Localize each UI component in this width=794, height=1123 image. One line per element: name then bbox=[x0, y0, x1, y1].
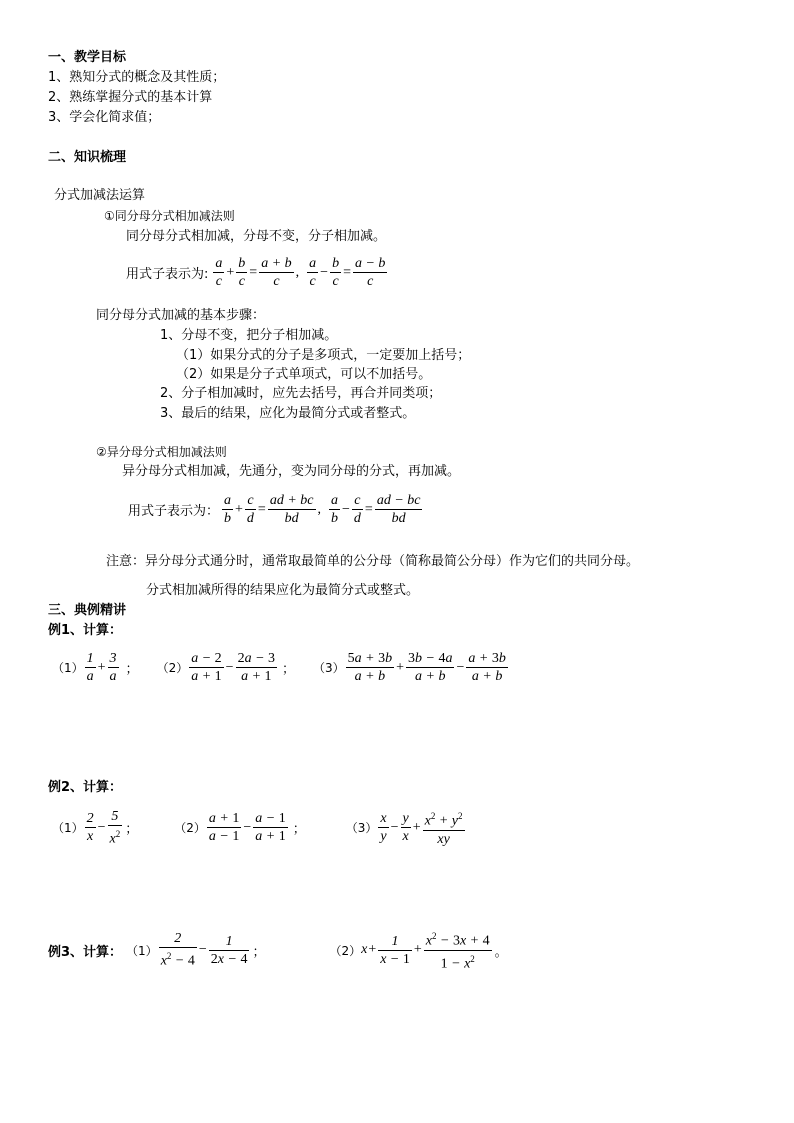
separator: ； bbox=[252, 944, 266, 960]
rule2-title: ②异分母分式相加减法则 bbox=[96, 445, 227, 459]
fraction: $\frac{x^2 - 3x + 4}{1 - x^2}$ bbox=[424, 928, 492, 972]
fraction: $\frac{c}{d}$ bbox=[353, 493, 361, 526]
fraction: $\frac{a + 3b}{a + b}$ bbox=[468, 651, 506, 684]
separator: ； bbox=[292, 822, 306, 838]
note: 注意：异分母分式通分时，通常取最简单的公分母（简称最简公分母）作为它们的共同分母。 bbox=[106, 554, 640, 569]
fraction: $\frac{5a + 3b}{a + b}$ bbox=[347, 651, 393, 684]
fraction: $\frac{a - b}{c}$ bbox=[354, 256, 386, 289]
fraction: $\frac{x}{y}$ bbox=[380, 811, 387, 845]
formula-label: 用式子表示为： bbox=[128, 504, 220, 519]
fraction: $\frac{x^2 + y^2}{xy}$ bbox=[423, 808, 465, 848]
separator: ； bbox=[125, 662, 139, 677]
topic-heading: 分式加减法运算 bbox=[54, 188, 146, 203]
formula-label: 用式子表示为: bbox=[126, 267, 209, 282]
fraction: $\frac{ad + bc}{bd}$ bbox=[269, 493, 314, 526]
fraction: $\frac{5}{x^2}$ bbox=[109, 809, 121, 847]
example-3-label: 例3、计算： bbox=[48, 944, 123, 960]
separator: ； bbox=[282, 662, 296, 677]
note-2: 分式相加减所得的结果应化为最简分式或整式。 bbox=[146, 583, 420, 598]
problem-number: （2） bbox=[156, 661, 189, 675]
step-item: 1、分母不变，把分子相加减。 bbox=[160, 328, 338, 343]
fraction: $\frac{a}{c}$ bbox=[215, 256, 223, 289]
separator: ； bbox=[125, 822, 139, 838]
fraction: $\frac{1}{x - 1}$ bbox=[380, 933, 410, 967]
rule1-title: ①同分母分式相加减法则 bbox=[104, 209, 235, 223]
fraction: $\frac{a + b}{c}$ bbox=[261, 256, 292, 289]
fraction: $\frac{b}{c}$ bbox=[332, 256, 340, 289]
objective-item: 3、学会化简求值； bbox=[48, 110, 161, 125]
step-item: （1）如果分式的分子是多项式，一定要加上括号； bbox=[176, 348, 471, 363]
problem-number: （1） bbox=[126, 943, 158, 958]
rule2-text: 异分母分式相加减，先通分，变为同分母的分式，再加减。 bbox=[122, 464, 461, 479]
period: 。 bbox=[494, 944, 508, 960]
steps-title: 同分母分式加减的基本步骤： bbox=[96, 308, 266, 323]
section-1-title: 一、教学目标 bbox=[48, 50, 127, 65]
step-item: （2）如果是分子式单项式，可以不加括号。 bbox=[176, 367, 432, 382]
example-2-label: 例2、计算： bbox=[48, 780, 123, 795]
example-3-row: 例3、计算： （1） $\frac{2}{x^2 - 4}$ − $\frac{1}{2x - 4}$ ； （2） x + $\frac{1}{x - 1}$ + $\frac{x^2 - 3x + 4}{1 - x^2}$ 。 bbox=[48, 928, 508, 972]
fraction: $\frac{2}{x^2 - 4}$ bbox=[160, 931, 195, 969]
example-1-label: 例1、计算： bbox=[48, 623, 123, 638]
fraction: $\frac{2a - 3}{a + 1}$ bbox=[237, 651, 276, 684]
fraction: $\frac{c}{d}$ bbox=[246, 493, 254, 526]
objective-item: 2、熟练掌握分式的基本计算 bbox=[48, 90, 213, 105]
fraction: $\frac{a}{b}$ bbox=[224, 493, 232, 526]
step-item: 3、最后的结果，应化为最简分式或者整式。 bbox=[160, 406, 416, 421]
example-2-problems: （1） $\frac{2}{x}$ − $\frac{5}{x^2}$ ； （2） $\frac{a + 1}{a - 1}$ − $\frac{a - 1}{a + 1}$ ； （3） $\frac{x}{y}$ − $\frac{y}{x}$ + $\frac{x^2 + y^2}{xy}$ bbox=[52, 809, 463, 847]
fraction: $\frac{3}{a}$ bbox=[109, 651, 117, 684]
fraction: $\frac{a + 1}{a - 1}$ bbox=[208, 811, 240, 845]
problem-number: （1） bbox=[52, 661, 84, 675]
problem-number: （3） bbox=[345, 821, 378, 836]
formula-diff-denominator: 用式子表示为： $\frac{a}{b}$ + $\frac{c}{d}$ = $\frac{ad + bc}{bd}$ , $\frac{a}{b}$ − $\frac{c}{d}$ = $\frac{ad - bc}{bd}$ bbox=[128, 493, 421, 526]
fraction: $\frac{1}{a}$ bbox=[86, 651, 94, 684]
fraction: $\frac{1}{2x - 4}$ bbox=[210, 933, 248, 967]
fraction: $\frac{a - 1}{a + 1}$ bbox=[255, 811, 286, 845]
fraction: $\frac{3b - 4a}{a + b}$ bbox=[408, 651, 453, 684]
fraction: $\frac{a - 2}{a + 1}$ bbox=[191, 651, 222, 684]
fraction: $\frac{ad - bc}{bd}$ bbox=[376, 493, 421, 526]
fraction: $\frac{2}{x}$ bbox=[86, 811, 94, 845]
formula-same-denominator: 用式子表示为: $\frac{a}{c}$ + $\frac{b}{c}$ = $\frac{a + b}{c}$ , $\frac{a}{c}$ − $\frac{b}{c}$ = $\frac{a - b}{c}$ bbox=[126, 256, 386, 289]
fraction: $\frac{b}{c}$ bbox=[238, 256, 246, 289]
problem-number: （3） bbox=[313, 661, 345, 675]
example-1-problems: （1） $\frac{1}{a}$ + $\frac{3}{a}$ ； （2） $\frac{a - 2}{a + 1}$ − $\frac{2a - 3}{a + 1}$ ； （3） $\frac{5a + 3b}{a + b}$ + $\frac{3b - 4a}{a + b}$ − $\frac{a + 3b}{a + b}$ bbox=[52, 651, 506, 684]
problem-number: （2） bbox=[174, 821, 206, 836]
fraction: $\frac{a}{c}$ bbox=[309, 256, 317, 289]
section-2-title: 二、知识梳理 bbox=[48, 150, 127, 165]
objective-item: 1、熟知分式的概念及其性质； bbox=[48, 70, 226, 85]
step-item: 2、分子相加减时，应先去括号，再合并同类项； bbox=[160, 386, 442, 401]
problem-number: （1） bbox=[52, 821, 84, 836]
fraction: $\frac{a}{b}$ bbox=[331, 493, 338, 526]
problem-number: （2） bbox=[329, 943, 362, 958]
section-3-title: 三、典例精讲 bbox=[48, 603, 127, 618]
rule1-text: 同分母分式相加减，分母不变，分子相加减。 bbox=[126, 229, 387, 244]
fraction: $\frac{y}{x}$ bbox=[402, 811, 409, 845]
